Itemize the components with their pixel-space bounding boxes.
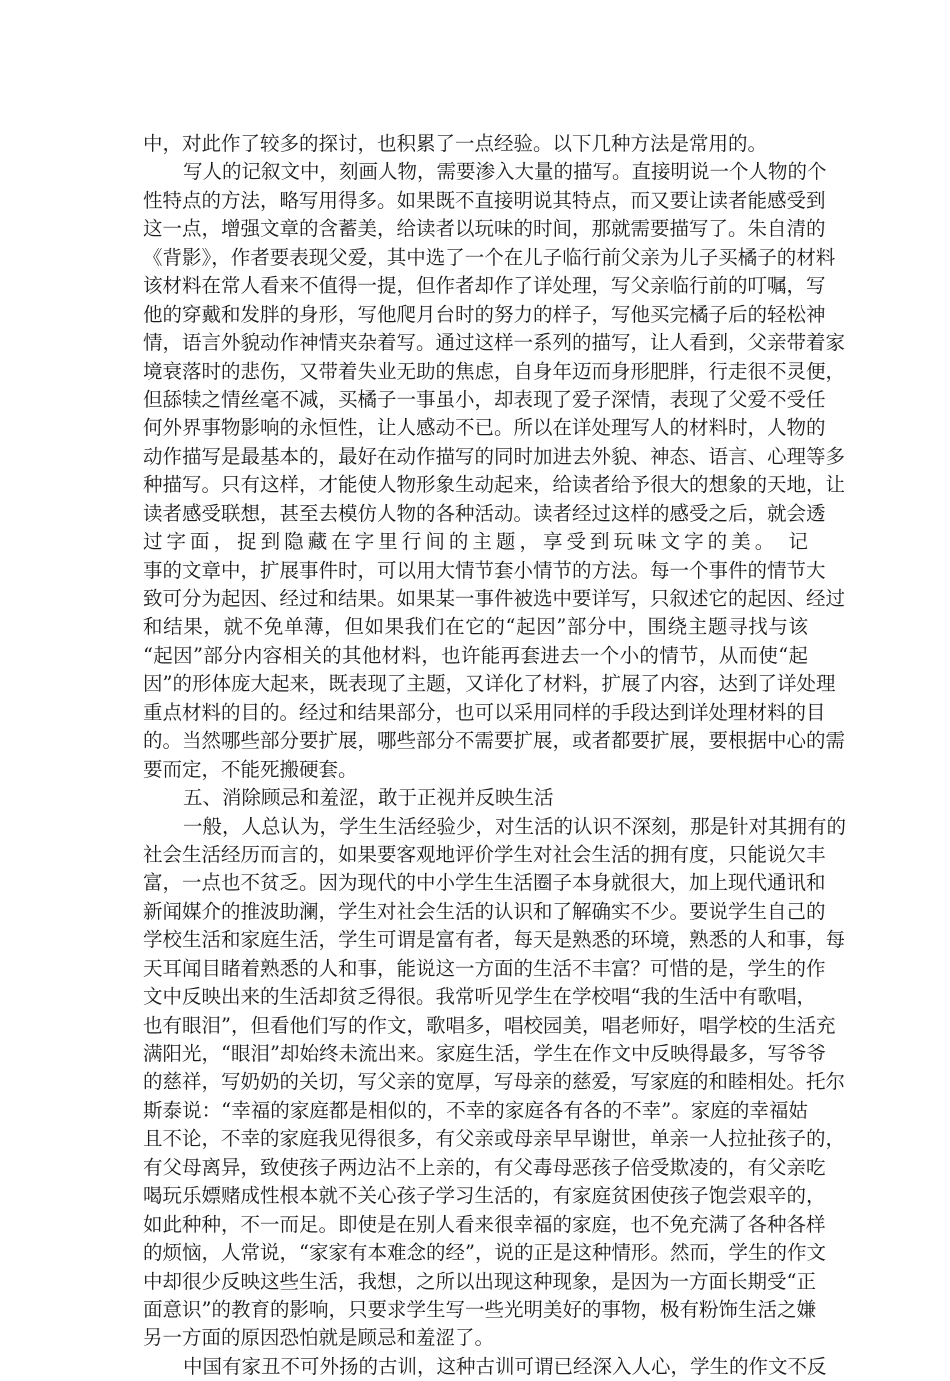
text-line: 一般，人总认为，学生生活经验少，对生活的认识不深刻，那是针对其拥有的 <box>183 814 847 838</box>
text-line: 种描写。只有这样，才能使人物形象生动起来，给读者给予很大的想象的天地，让 <box>143 473 846 497</box>
text-line: 中却很少反映这些生活，我想，之所以出现这种现象，是因为一方面长期受“正 <box>143 1269 816 1293</box>
text-line: 要而定，不能死搬硬套。 <box>143 757 358 781</box>
text-line: 这一点，增强文章的含蓄美，给读者以玩味的时间，那就需要描写了。朱自清的 <box>143 217 826 241</box>
text-line: 致可分为起因、经过和结果。如果某一事件被选中要详写，只叙述它的起因、经过 <box>143 587 846 610</box>
text-line: 天耳闻目睹着熟悉的人和事，能说这一方面的生活不丰富？可惜的是，学生的作 <box>143 956 826 980</box>
text-line: 中国有家丑不可外扬的古训，这种古训可谓已经深入人心，学生的作文不反 <box>183 1354 827 1378</box>
text-line: 有父母离异，致使孩子两边沾不上亲的，有父毒母恶孩子倍受欺凌的，有父亲吃 <box>143 1155 826 1179</box>
text-line: 中，对此作了较多的探讨，也积累了一点经验。以下几种方法是常用的。 <box>143 132 768 155</box>
text-line: 的。当然哪些部分要扩展，哪些部分不需要扩展，或者都要扩展，要根据中心的需 <box>143 729 846 753</box>
text-line: 喝玩乐嫖赌成性根本就不关心孩子学习生活的，有家庭贫困使孩子饱尝艰辛的， <box>143 1184 826 1208</box>
text-line: 《背影》，作者要表现父爱，其中选了一个在儿子临行前父亲为儿子买橘子的材料 <box>143 245 836 269</box>
text-line: 写人的记叙文中，刻画人物，需要渗入大量的描写。直接明说一个人物的个 <box>183 160 827 184</box>
text-line: 该材料在常人看来不值得一提，但作者却作了详处理，写父亲临行前的叮嘱，写 <box>143 274 826 298</box>
text-line: 境衰落时的悲伤，又带着失业无助的焦虑，自身年迈而身形肥胖，行走很不灵便， <box>143 359 846 383</box>
text-line: 如此种种，不一而足。即使是在别人看来很幸福的家庭，也不免充满了各种各样 <box>143 1212 826 1236</box>
text-line: 富，一点也不贫乏。因为现代的中小学生生活圈子本身就很大，加上现代通讯和 <box>143 871 826 895</box>
text-line: 情，语言外貌动作神情夹杂着写。通过这样一系列的描写，让人看到，父亲带着家 <box>143 331 846 355</box>
text-line: 斯泰说：“幸福的家庭都是相似的，不幸的家庭各有各的不幸”。家庭的幸福姑 <box>143 1098 808 1122</box>
text-line: 社会生活经历而言的，如果要客观地评价学生对社会生活的拥有度，只能说欠丰 <box>143 842 826 866</box>
text-line: “起因”部分内容相关的其他材料，也许能再套进去一个小的情节，从而使“起 <box>143 643 808 667</box>
text-line: 的慈祥，写奶奶的关切，写父亲的宽厚，写母亲的慈爱，写家庭的和睦相处。托尔 <box>143 1070 846 1094</box>
text-line: 文中反映出来的生活却贫乏得很。我常听见学生在学校唱“我的生活中有歌唱， <box>143 985 816 1009</box>
text-line: 和结果，就不免单薄，但如果我们在它的“起因”部分中，围绕主题寻找与该 <box>143 615 808 639</box>
text-line: 过字面，捉到隐藏在字里行间的主题，享受到玩味文字的美。 记 <box>143 530 808 554</box>
text-line: 读者感受联想，甚至去模仿人物的各种活动。读者经过这样的感受之后，就会透 <box>143 501 826 525</box>
text-line: 五、消除顾忌和羞涩，敢于正视并反映生活 <box>183 786 554 810</box>
text-line: 何外界事物影响的永恒性，让人感动不已。所以在详处理写人的材料时，人物的 <box>143 416 826 440</box>
text-line: 另一方面的原因恐怕就是顾忌和羞涩了。 <box>143 1326 495 1350</box>
text-line: 但舔犊之情丝毫不减，买橘子一事虽小，却表现了爱子深情，表现了父爱不受任 <box>143 387 826 411</box>
text-line: 性特点的方法，略写用得多。如果既不直接明说其特点，而又要让读者能感受到 <box>143 188 826 212</box>
text-line: 的烦恼，人常说，“家家有本难念的经”，说的正是这种情形。然而，学生的作文 <box>143 1241 826 1265</box>
text-line: 动作描写是最基本的，最好在动作描写的同时加进去外貌、神态、语言、心理等多 <box>143 444 846 468</box>
text-line: 面意识”的教育的影响，只要求学生写一些光明美好的事物，极有粉饰生活之嫌 <box>143 1297 816 1321</box>
text-line: 重点材料的目的。经过和结果部分，也可以采用同样的手段达到详处理材料的目 <box>143 700 826 724</box>
text-line: 学校生活和家庭生活，学生可谓是富有者，每天是熟悉的环境，熟悉的人和事，每 <box>143 928 846 952</box>
text-line: 他的穿戴和发胖的身形，写他爬月台时的努力的样子，写他买完橘子后的轻松神 <box>143 302 826 326</box>
text-line: 因”的形体庞大起来，既表现了主题，又详化了材料，扩展了内容，达到了详处理 <box>143 672 836 696</box>
text-line: 事的文章中，扩展事件时，可以用大情节套小情节的方法。每一个事件的情节大 <box>143 558 826 582</box>
body-text <box>143 130 847 1381</box>
text-line: 且不论，不幸的家庭我见得很多，有父亲或母亲早早谢世，单亲一人拉扯孩子的， <box>143 1127 846 1151</box>
text-line: 满阳光，“眼泪”却始终未流出来。家庭生活，学生在作文中反映得最多，写爷爷 <box>143 1042 826 1065</box>
text-line: 新闻媒介的推波助澜，学生对社会生活的认识和了解确实不少。要说学生自己的 <box>143 899 826 923</box>
text-line: 也有眼泪”，但看他们写的作文，歌唱多，唱校园美，唱老师好，唱学校的生活充 <box>143 1013 836 1037</box>
